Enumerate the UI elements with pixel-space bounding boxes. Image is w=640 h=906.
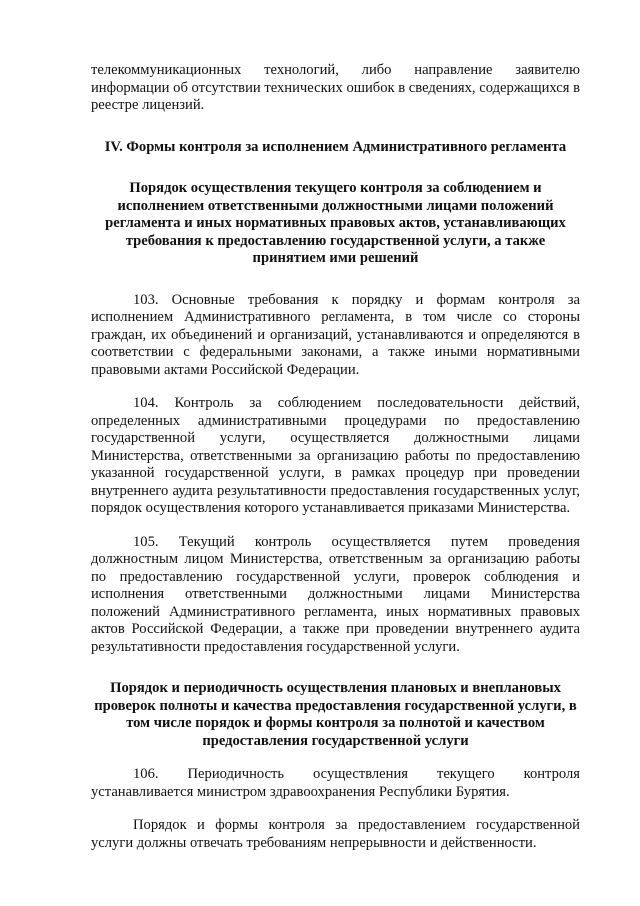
paragraph-104: 104. Контроль за соблюдением последовательности действий, определенных административными процедурами по предоставлению государственной услуги, осуществляется должностными лицами Министерства, ответственными за организацию работы по предоставлению указанной государственной услуги, в рамках процедур при проведении внутреннего аудита результативности предоставления государственных услуг, порядок осуществления которого устанавливается приказами Министерства. bbox=[91, 395, 580, 516]
subsection-title-inspections: Порядок и периодичность осуществления плановых и внеплановых проверок полноты и качества предоставления государственной услуги, в том числе порядок и формы контроля за полнотой и качеством предоставления государственной услуги bbox=[94, 680, 577, 749]
paragraph-106: 106. Периодичность осуществления текущего контроля устанавливается министром здравоохранения Республики Бурятия. bbox=[91, 766, 580, 800]
paragraph-103: 103. Основные требования к порядку и формам контроля за исполнением Административного регламента, в том числе со стороны граждан, их объединений и организаций, устанавливаются и определяются в соответствии с федеральными законами, а также иными нормативными правовыми актами Российской Федерации. bbox=[91, 291, 580, 378]
document-page bbox=[91, 62, 580, 852]
paragraph-105: 105. Текущий контроль осуществляется путем проведения должностным лицом Министерства, ответственным за организацию работы по предоставлению государственной услуги, проверок соблюдения и исполнения ответственными должностными лицами Министерства положений Административного регламента, иных нормативных правовых актов Российской Федерации, а также при проведении внутреннего аудита результативности предоставления государственной услуги. bbox=[91, 533, 580, 655]
intro-continuation: телекоммуникационных технологий, либо направление заявителю информации об отсутствии технических ошибок в сведениях, содержащихся в реестре лицензий. bbox=[91, 62, 580, 113]
paragraph-control-forms: Порядок и формы контроля за предоставлением государственной услуги должны отвечать требованиям непрерывности и действенности. bbox=[91, 817, 580, 851]
section-title: IV. Формы контроля за исполнением Административного регламента bbox=[104, 138, 567, 155]
subsection-title-current-control: Порядок осуществления текущего контроля за соблюдением и исполнением ответственными должностными лицами положений регламента и иных нормативных правовых актов, устанавливающих требования к предоставлению государственной услуги, а также принятием ими решений bbox=[105, 180, 566, 266]
